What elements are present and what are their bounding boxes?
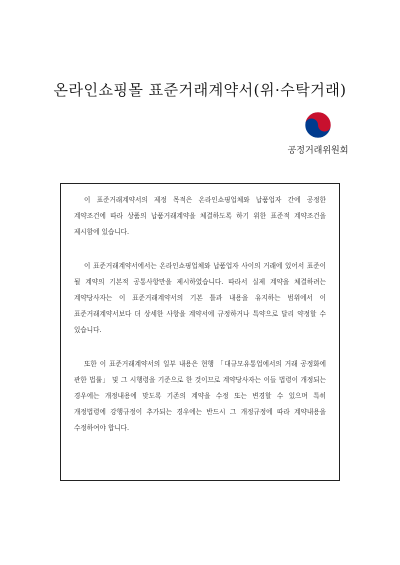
agency-logo (278, 110, 358, 156)
notice-paragraph-legal-revision: 또한 이 표준거래계약서의 일부 내용은 현행 「대규모유통업에서의 거래 공정화에 관한 법률」 및 그 시행령을 기준으로 한 것이므로 계약당사자는 이들 법령이 개정되는 경우에는 개정내용에 맞도록 기존의 계약을 수정 또는 변경할 수 있으며 특히 개정법령에 강행규정이 추가되는 경우에는 반드시 그 개정규정에 따라 계약내용을 수정하여야 합니다. (74, 360, 326, 432)
agency-name: 공정거래위원회 (287, 146, 349, 156)
taegeuk-emblem-icon (303, 110, 333, 140)
document-title: 온라인쇼핑몰 표준거래계약서(위·수탁거래) (53, 81, 347, 99)
notice-paragraph-scope: 이 표준거래계약서에서는 온라인쇼핑업체와 납품업자 사이의 거래에 있어서 표준이 될 계약의 기본적 공통사항만을 제시하였습니다. 따라서 실제 계약을 체결하려는 계약당사자는 이 표준거래계약서의 기본 틀과 내용을 유지하는 범위에서 이 표준거래계약서보다 더 상세한 사항을 계약서에 규정하거나 특약으로 달리 약정할 수 있습니다. (74, 262, 326, 334)
notice-paragraph-purpose: 이 표준거래계약서의 제정 목적은 온라인쇼핑업체와 납품업자 간에 공정한 계약조건에 따라 상품의 납품거래계약을 체결하도록 하기 위한 표준적 계약조건을 제시함에 있습니다. (74, 196, 326, 236)
notice-box (60, 183, 340, 481)
